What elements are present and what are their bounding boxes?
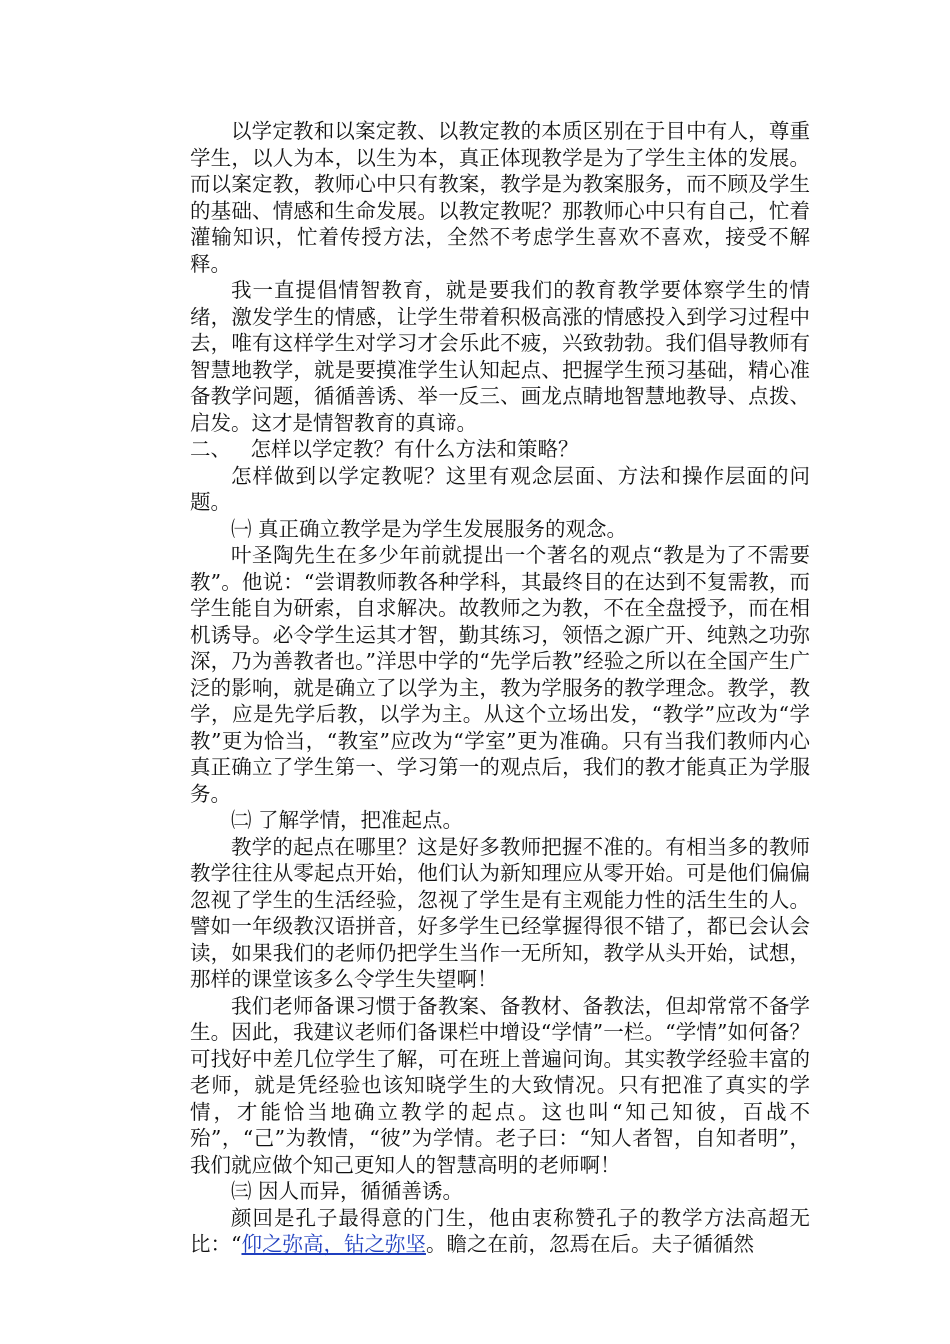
paragraph-7-text-before: 颜回是孔子最得意的门生，他由衷称赞孔子的教学方法高超无比：“ [190,1205,810,1256]
paragraph-4: 叶圣陶先生在多少年前就提出一个著名的观点“教是为了不需要教”。他说：“尝谓教师教各种学科，其最终目的在达到不复需教，而学生能自为研索，自求解决。故教师之为教，不在全盘授予，而在相机诱导。必令学生运其才智，勤其练习，领悟之源广开、纯熟之功弥深，乃为善教者也。”洋思中学的“先学后教”经验之所以在全国产生广泛的影响，就是确立了以学为主，教为学服务的教学理念。教学，教学，应是先学后教，以学为主。从这个立场出发，“教学”应改为“学教”更为恰当，“教室”应改为“学室”更为准确。只有当我们教师内心真正确立了学生第一、学习第一的观点后，我们的教才能真正为学服务。 [190,543,810,806]
subheading-3: ㈢ 因人而异，循循善诱。 [231,1179,464,1203]
paragraph-1: 以学定教和以案定教、以教定教的本质区别在于目中有人，尊重学生，以人为本，以生为本，真正体现教学是为了学生主体的发展。而以案定教，教师心中只有教案，教学是为教案服务，而不顾及学生的基础、情感和生命发展。以教定教呢？那教师心中只有自己，忙着灌输知识，忙着传授方法，全然不考虑学生喜欢不喜欢，接受不解释。 [190,119,810,276]
paragraph-5: 教学的起点在哪里？这是好多教师把握不准的。有相当多的教师教学往往从零起点开始，他们认为新知理应从零开始。可是他们偏偏忽视了学生的生活经验，忽视了学生是有主观能力性的活生生的人。譬如一年级教汉语拼音，好多学生已经掌握得很不错了，都已会认会读，如果我们的老师仍把学生当作一无所知，教学从头开始，试想，那样的课堂该多么令学生失望啊！ [190,834,810,991]
paragraph-2: 我一直提倡情智教育，就是要我们的教育教学要体察学生的情绪，激发学生的情感，让学生带着积极高涨的情感投入到学习过程中去，唯有这样学生对学习才会乐此不疲，兴致勃勃。我们倡导教师有智慧地教学，就是要摸准学生认知起点、把握学生预习基础，精心准备教学问题，循循善诱、举一反三、画龙点睛地智慧地教导、点拨、启发。这才是情智教育的真谛。 [190,278,810,435]
paragraph-6: 我们老师备课习惯于备教案、备教材、备教法，但却常常不备学生。因此，我建议老师们备课栏中增设“学情”一栏。“学情”如何备？可找好中差几位学生了解，可在班上普遍问询。其实教学经验丰富的老师，就是凭经验也该知晓学生的大致情况。只有把准了真实的学情，才能恰当地确立教学的起点。这也叫“知己知彼，百战不殆”，“己”为教情，“彼”为学情。老子曰：“知人者智，自知者明”，我们就应做个知己更知人的智慧高明的老师啊！ [190,993,810,1177]
subheading-1: ㈠ 真正确立教学是为学生发展服务的观念。 [231,516,628,541]
section-heading-2: 二、 怎样以学定教？有什么方法和策略？ [190,437,579,461]
paragraph-7-text-after: 。瞻之在前，忽焉在后。夫子循循然 [425,1232,754,1256]
document-body [190,118,810,1258]
subheading-2: ㈡ 了解学情，把准起点。 [231,808,464,832]
paragraph-7 [190,1205,810,1258]
quote-link[interactable]: 仰之弥高，钻之弥坚 [241,1232,426,1256]
paragraph-3: 怎样做到以学定教呢？这里有观念层面、方法和操作层面的问题。 [190,463,810,514]
